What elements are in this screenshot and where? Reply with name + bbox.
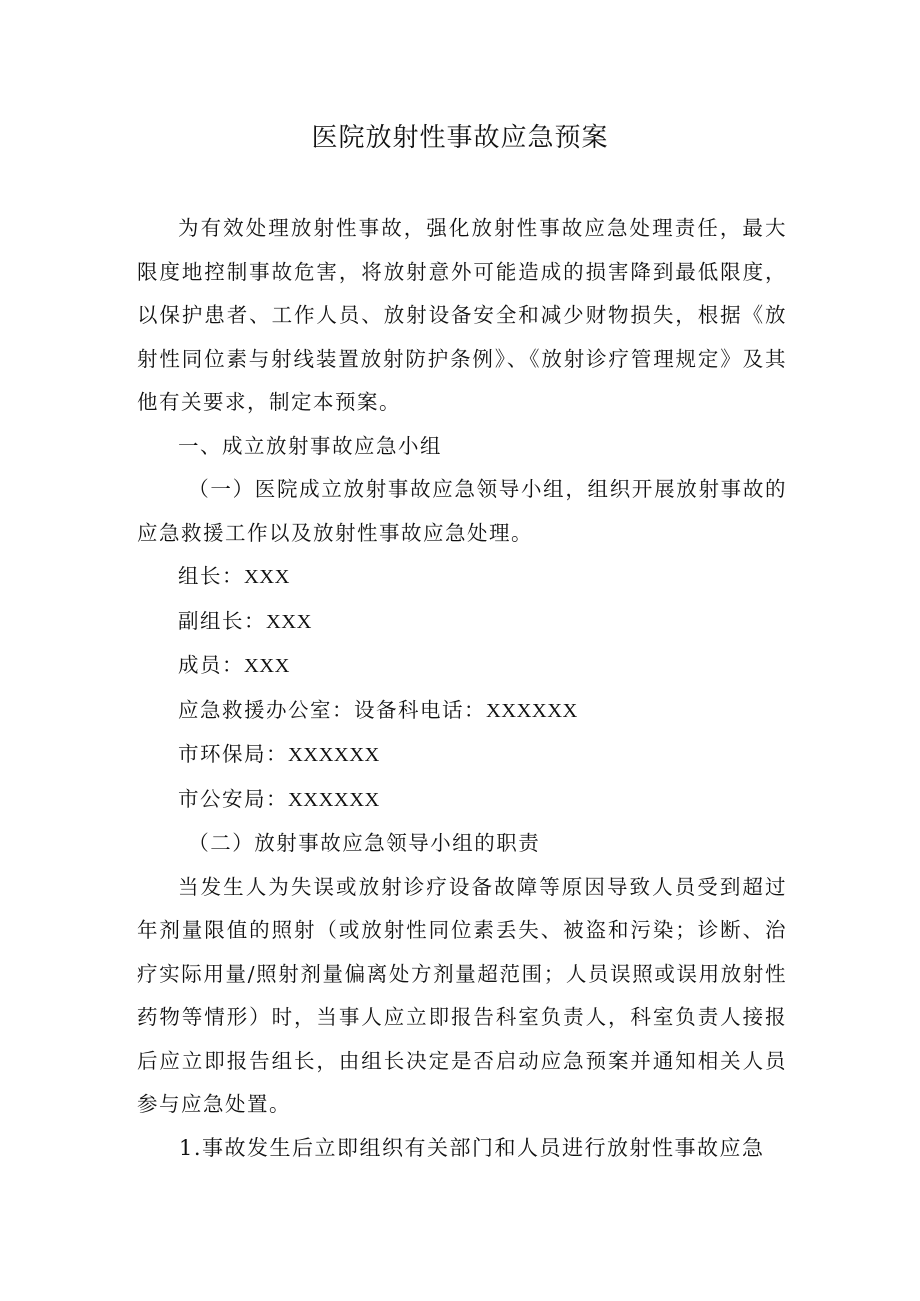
section-heading: 一、成立放射事故应急小组 [178, 433, 442, 458]
role-line-leader [137, 555, 787, 600]
role-value: XXX [244, 566, 290, 588]
role-label: 市环保局： [178, 742, 288, 766]
role-label: 应急救援办公室：设备科电话： [178, 697, 486, 722]
role-value: XXX [244, 655, 290, 677]
role-line-office [137, 689, 787, 734]
role-value: XXXXXX [288, 744, 380, 766]
role-value: XXXXXX [288, 788, 380, 811]
role-line-environment-bureau [137, 733, 787, 778]
document-body [137, 207, 787, 1170]
role-line-police-bureau [137, 778, 787, 823]
role-label: 成员： [178, 653, 244, 677]
role-value: XXX [266, 610, 312, 633]
role-line-deputy [137, 600, 787, 645]
duty-paragraph: 当发生人为失误或放射诊疗设备故障等原因导致人员受到超过年剂量限值的照射（或放射性同位素丢失、被盗和污染；诊断、治疗实际用量/照射剂量偏离处方剂量超范围；人员误照或误用放射性药物等情形）时，当事人应立即报告科室负责人，科室负责人接报后应立即报告组长，由组长决定是否启动应急预案并通知相关人员参与应急处置。 [137, 874, 787, 1116]
numbered-item: 1.事故发生后立即组织有关部门和人员进行放射性事故应急 [179, 1135, 765, 1160]
role-label: 副组长： [178, 608, 266, 633]
subsection-paragraph: （一）医院成立放射事故应急领导小组，组织开展放射事故的应急救援工作以及放射性事故应急处理。 [137, 477, 787, 545]
document-title: 医院放射性事故应急预案 [311, 123, 609, 153]
role-line-members [137, 644, 787, 689]
role-label: 组长： [178, 564, 244, 588]
intro-paragraph: 为有效处理放射性事故，强化放射性事故应急处理责任，最大限度地控制事故危害，将放射意外可能造成的损害降到最低限度，以保护患者、工作人员、放射设备安全和减少财物损失，根据《放射性同位素与射线装置放射防护条例》、《放射诊疗管理规定》及其他有关要求，制定本预案。 [137, 216, 787, 414]
role-label: 市公安局： [178, 786, 288, 811]
role-value: XXXXXX [486, 699, 578, 722]
subsection-heading: （二）放射事故应急领导小组的职责 [188, 831, 541, 855]
